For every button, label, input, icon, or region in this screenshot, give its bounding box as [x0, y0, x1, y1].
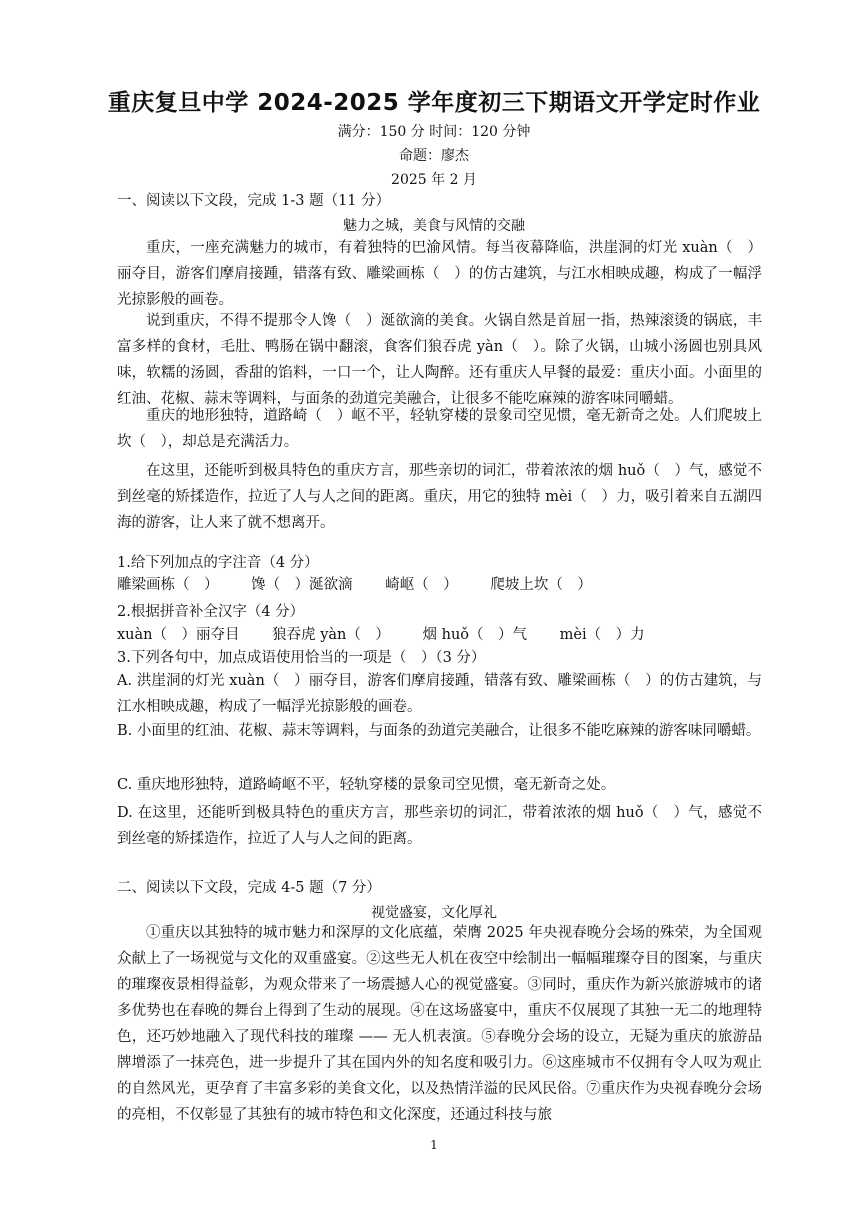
q1-items	[117, 575, 762, 595]
page-number: 1	[430, 1138, 438, 1152]
q2-items	[117, 625, 762, 645]
q3-option-c: C. 重庆地形独特，道路崎岖不平，轻轨穿楼的景象司空见惯，毫无新奇之处。	[117, 777, 616, 793]
section2-passage-title: 视觉盛宴，文化厚礼	[371, 905, 497, 921]
section2-paragraph: ①重庆以其独特的城市魅力和深厚的文化底蕴，荣膺 2025 年央视春晚分会场的殊荣，为全国观众献上了一场视觉与文化的双重盛宴。②这些无人机在夜空中绘制出一幅幅璀璨夺目的图案，与重庆的璀璨夜景相得益彰，为观众带来了一场震撼人心的视觉盛宴。③同时，重庆作为新兴旅游城市的诸多优势也在春晚的舞台上得到了生动的展现。④在这场盛宴中，重庆不仅展现了其独一无二的地理特色，还巧妙地融入了现代科技的璀璨 —— 无人机表演。⑤春晚分会场的设立，无疑为重庆的旅游品牌增添了一抹亮色，进一步提升了其在国内外的知名度和吸引力。⑥这座城市不仅拥有令人叹为观止的自然风光，更孕育了丰富多彩的美食文化，以及热情洋溢的民风民俗。⑦重庆作为央视春晚分会场的亮相，不仅彰显了其独有的城市特色和文化深度，还通过科技与旅	[117, 925, 762, 1123]
q3-option-d: D. 在这里，还能听到极具特色的重庆方言，那些亲切的词汇，带着浓浓的烟 huǒ（ ）气，感觉不到丝毫的矫揉造作，拉近了人与人之间的距离。	[117, 805, 762, 847]
q1-item: 馋（ ）涎欲滴	[251, 577, 353, 593]
section1-heading: 一、阅读以下文段，完成 1-3 题（11 分）	[117, 193, 391, 209]
score-time: 满分：150 分 时间：120 分钟	[337, 124, 531, 140]
q1-stem: 1.给下列加点的字注音（4 分）	[117, 555, 319, 571]
q2-item: xuàn（ ）丽夺目	[117, 627, 240, 643]
section1-passage-title: 魅力之城，美食与风情的交融	[343, 218, 525, 234]
q3-option-a: A. 洪崖洞的灯光 xuàn（ ）丽夺目，游客们摩肩接踵，错落有致、雕梁画栋（ ）的仿古建筑，与江水相映成趣，构成了一幅浮光掠影般的画卷。	[117, 673, 762, 715]
q2-item: mèi（ ）力	[559, 627, 645, 643]
section1-paragraph-4: 在这里，还能听到极具特色的重庆方言，那些亲切的词汇，带着浓浓的烟 huǒ（ ）气，感觉不到丝毫的矫揉造作，拉近了人与人之间的距离。重庆，用它的独特 mèi（ ）力，吸引着来自五湖四海的游客，让人来了就不想离开。	[117, 463, 762, 531]
section2-heading: 二、阅读以下文段，完成 4-5 题（7 分）	[117, 880, 381, 896]
page-title: 重庆复旦中学 2024-2025 学年度初三下期语文开学定时作业	[107, 90, 761, 116]
section1-paragraph-1: 重庆，一座充满魅力的城市，有着独特的巴渝风情。每当夜幕降临，洪崖洞的灯光 xuàn（ ）丽夺目，游客们摩肩接踵，错落有致、雕梁画栋（ ）的仿古建筑，与江水相映成趣，构成了一幅浮光掠影般的画卷。	[117, 240, 762, 308]
author: 命题：廖杰	[399, 148, 469, 164]
q1-item: 雕梁画栋（ ）	[117, 577, 219, 593]
q2-stem: 2.根据拼音补全汉字（4 分）	[117, 604, 305, 620]
date: 2025 年 2 月	[391, 172, 477, 188]
q2-item: 烟 huǒ（ ）气	[422, 627, 528, 643]
q2-item: 狼吞虎 yàn（ ）	[272, 627, 390, 643]
q1-item: 崎岖（ ）	[385, 577, 458, 593]
q1-item: 爬坡上坎（ ）	[490, 577, 592, 593]
section1-paragraph-2: 说到重庆，不得不提那令人馋（ ）涎欲滴的美食。火锅自然是首屈一指，热辣滚烫的锅底，丰富多样的食材，毛肚、鸭肠在锅中翻滚，食客们狼吞虎 yàn（ ）。除了火锅，山城小汤圆也别具风味，软糯的汤圆，香甜的馅料，一口一个，让人陶醉。还有重庆人早餐的最爱：重庆小面。小面里的红油、花椒、蒜末等调料，与面条的劲道完美融合，让很多不能吃麻辣的游客味同嚼蜡。	[117, 313, 762, 407]
section1-paragraph-3: 重庆的地形独特，道路崎（ ）岖不平，轻轨穿楼的景象司空见惯，毫无新奇之处。人们爬坡上坎（ ），却总是充满活力。	[117, 408, 762, 450]
q3-stem: 3.下列各句中，加点成语使用恰当的一项是（ ）（3 分）	[117, 650, 486, 666]
q3-option-b: B. 小面里的红油、花椒、蒜末等调料，与面条的劲道完美融合，让很多不能吃麻辣的游客味同嚼蜡。	[117, 723, 761, 739]
